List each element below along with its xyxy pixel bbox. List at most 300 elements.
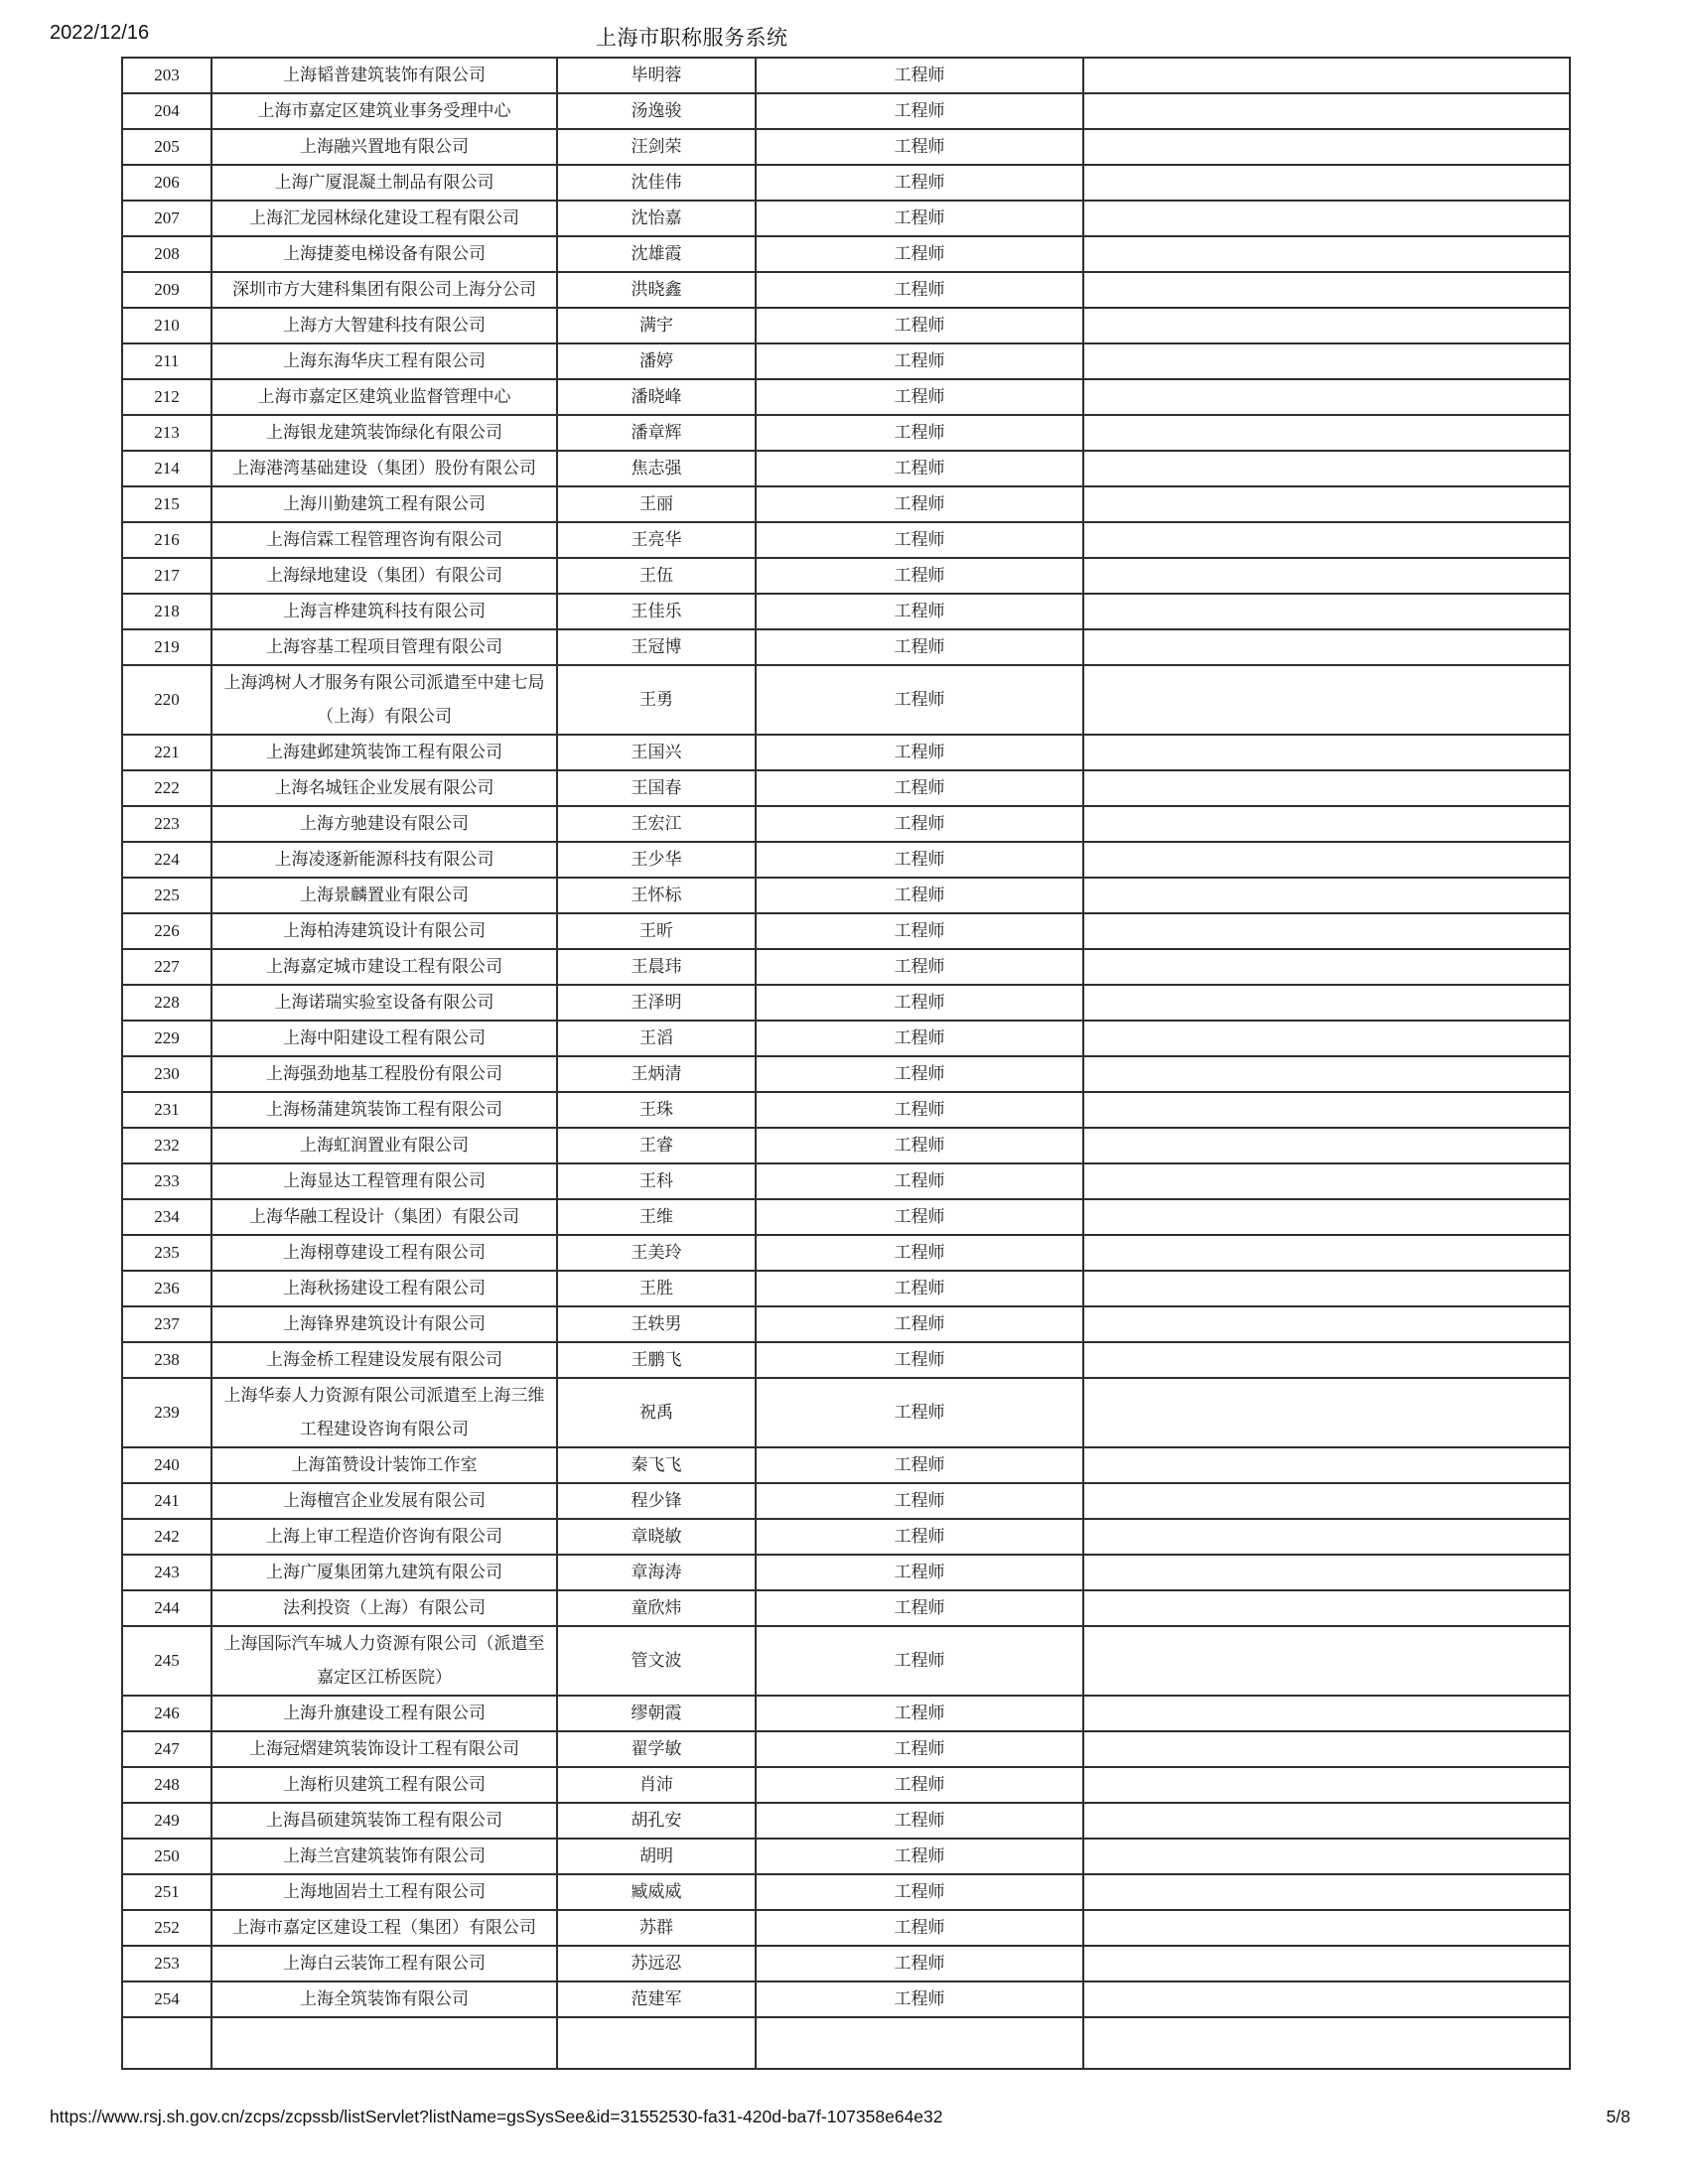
- cell-company: 上海方大智建科技有限公司: [211, 308, 557, 343]
- cell-no: 225: [122, 878, 211, 913]
- cell-company: 上海笛赞设计装饰工作室: [211, 1447, 557, 1483]
- table-row: [122, 842, 1570, 878]
- cell-name: 王睿: [557, 1128, 756, 1163]
- cell-name: 汪剑荣: [557, 129, 756, 165]
- cell-extra-empty: [1083, 665, 1570, 735]
- cell-title: 工程师: [756, 1626, 1083, 1696]
- cell-company: 上海信霖工程管理咨询有限公司: [211, 522, 557, 558]
- cell-title: 工程师: [756, 1555, 1083, 1590]
- cell-name: 王亮华: [557, 522, 756, 558]
- cell-no: 210: [122, 308, 211, 343]
- cell-company: 上海全筑装饰有限公司: [211, 1981, 557, 2017]
- cell-company: 上海方驰建设有限公司: [211, 806, 557, 842]
- cell-no: 203: [122, 58, 211, 93]
- cell-company: 上海檀宫企业发展有限公司: [211, 1483, 557, 1519]
- cell-no: 207: [122, 201, 211, 236]
- cell-extra-empty: [1083, 1946, 1570, 1981]
- cell-extra-empty: [1083, 735, 1570, 770]
- cell-no: 243: [122, 1555, 211, 1590]
- cell-title: 工程师: [756, 343, 1083, 379]
- cell-title: 工程师: [756, 1378, 1083, 1447]
- cell-company: 上海韬普建筑装饰有限公司: [211, 58, 557, 93]
- cell-company: 上海虹润置业有限公司: [211, 1128, 557, 1163]
- cell-name: 王佳乐: [557, 594, 756, 629]
- cell-name: 苏远忍: [557, 1946, 756, 1981]
- cell-company: 上海汇龙园林绿化建设工程有限公司: [211, 201, 557, 236]
- cell-company: 上海建邺建筑装饰工程有限公司: [211, 735, 557, 770]
- cell-company: 上海市嘉定区建筑业监督管理中心: [211, 379, 557, 415]
- cell-title: 工程师: [756, 1128, 1083, 1163]
- cell-name: 范建军: [557, 1981, 756, 2017]
- cell-title: 工程师: [756, 629, 1083, 665]
- cell-no: 249: [122, 1803, 211, 1839]
- cell-company: 上海凌逐新能源科技有限公司: [211, 842, 557, 878]
- print-date: 2022/12/16: [50, 22, 150, 44]
- cell-extra-empty: [1083, 236, 1570, 272]
- cell-no: 241: [122, 1483, 211, 1519]
- cell-no: 226: [122, 913, 211, 949]
- cell-extra-empty: [1083, 522, 1570, 558]
- table-row: [122, 129, 1570, 165]
- cell-title: 工程师: [756, 949, 1083, 985]
- cell-no: 229: [122, 1021, 211, 1056]
- cell-extra-empty: [1083, 379, 1570, 415]
- cell-empty: [1083, 2017, 1570, 2069]
- table-row: [122, 1874, 1570, 1910]
- cell-name: 洪晓鑫: [557, 272, 756, 308]
- cell-name: 汤逸骏: [557, 93, 756, 129]
- cell-no: 220: [122, 665, 211, 735]
- cell-title: 工程师: [756, 201, 1083, 236]
- cell-title: 工程师: [756, 1767, 1083, 1803]
- cell-name: 翟学敏: [557, 1731, 756, 1767]
- cell-extra-empty: [1083, 1839, 1570, 1874]
- cell-title: 工程师: [756, 165, 1083, 201]
- cell-name: 王鹏飞: [557, 1342, 756, 1378]
- cell-empty: [557, 2017, 756, 2069]
- cell-company: 上海广厦混凝土制品有限公司: [211, 165, 557, 201]
- cell-name: 王珠: [557, 1092, 756, 1128]
- cell-extra-empty: [1083, 415, 1570, 451]
- table-row: [122, 1163, 1570, 1199]
- cell-name: 潘婷: [557, 343, 756, 379]
- cell-extra-empty: [1083, 165, 1570, 201]
- cell-title: 工程师: [756, 1306, 1083, 1342]
- cell-title: 工程师: [756, 1839, 1083, 1874]
- table-row: [122, 379, 1570, 415]
- table-row: [122, 558, 1570, 594]
- table-row: [122, 1767, 1570, 1803]
- cell-company: 上海东海华庆工程有限公司: [211, 343, 557, 379]
- cell-extra-empty: [1083, 451, 1570, 486]
- print-header: [0, 22, 1688, 52]
- cell-no: 239: [122, 1378, 211, 1447]
- cell-extra-empty: [1083, 1767, 1570, 1803]
- cell-no: 218: [122, 594, 211, 629]
- cell-title: 工程师: [756, 1447, 1083, 1483]
- cell-name: 王国兴: [557, 735, 756, 770]
- cell-name: 缪朝霞: [557, 1696, 756, 1731]
- cell-name: 沈雄霞: [557, 236, 756, 272]
- table-row: [122, 629, 1570, 665]
- cell-company: 上海鸿树人才服务有限公司派遣至中建七局（上海）有限公司: [211, 665, 557, 735]
- cell-no: 231: [122, 1092, 211, 1128]
- title-list-table: [121, 57, 1571, 2070]
- cell-extra-empty: [1083, 594, 1570, 629]
- cell-title: 工程师: [756, 985, 1083, 1021]
- table-row: [122, 913, 1570, 949]
- cell-no: 219: [122, 629, 211, 665]
- cell-no: 204: [122, 93, 211, 129]
- cell-company: 上海绿地建设（集团）有限公司: [211, 558, 557, 594]
- cell-name: 肖沛: [557, 1767, 756, 1803]
- cell-name: 管文波: [557, 1626, 756, 1696]
- cell-no: 205: [122, 129, 211, 165]
- cell-company: 上海诺瑞实验室设备有限公司: [211, 985, 557, 1021]
- table-row: [122, 93, 1570, 129]
- cell-extra-empty: [1083, 93, 1570, 129]
- cell-extra-empty: [1083, 1092, 1570, 1128]
- table-row: [122, 1910, 1570, 1946]
- cell-extra-empty: [1083, 1555, 1570, 1590]
- cell-company: 法利投资（上海）有限公司: [211, 1590, 557, 1626]
- cell-no: 235: [122, 1235, 211, 1271]
- cell-title: 工程师: [756, 665, 1083, 735]
- table-row: [122, 165, 1570, 201]
- table-row: [122, 272, 1570, 308]
- cell-extra-empty: [1083, 1696, 1570, 1731]
- cell-extra-empty: [1083, 1447, 1570, 1483]
- cell-company: 上海秋扬建设工程有限公司: [211, 1271, 557, 1306]
- cell-title: 工程师: [756, 272, 1083, 308]
- cell-no: 211: [122, 343, 211, 379]
- cell-title: 工程师: [756, 1199, 1083, 1235]
- cell-no: 254: [122, 1981, 211, 2017]
- cell-company: 上海强劲地基工程股份有限公司: [211, 1056, 557, 1092]
- cell-no: 214: [122, 451, 211, 486]
- table-row: [122, 770, 1570, 806]
- cell-title: 工程师: [756, 594, 1083, 629]
- cell-company: 上海言桦建筑科技有限公司: [211, 594, 557, 629]
- cell-no: 238: [122, 1342, 211, 1378]
- cell-name: 王维: [557, 1199, 756, 1235]
- cell-company: 深圳市方大建科集团有限公司上海分公司: [211, 272, 557, 308]
- cell-name: 王胜: [557, 1271, 756, 1306]
- cell-no: 208: [122, 236, 211, 272]
- cell-name: 章海涛: [557, 1555, 756, 1590]
- cell-company: 上海市嘉定区建筑业事务受理中心: [211, 93, 557, 129]
- cell-extra-empty: [1083, 1378, 1570, 1447]
- cell-extra-empty: [1083, 1342, 1570, 1378]
- cell-company: 上海捷菱电梯设备有限公司: [211, 236, 557, 272]
- cell-extra-empty: [1083, 558, 1570, 594]
- cell-extra-empty: [1083, 842, 1570, 878]
- cell-name: 潘章辉: [557, 415, 756, 451]
- cell-name: 沈怡嘉: [557, 201, 756, 236]
- cell-company: 上海国际汽车城人力资源有限公司（派遣至嘉定区江桥医院）: [211, 1626, 557, 1696]
- cell-name: 王炳清: [557, 1056, 756, 1092]
- cell-no: 237: [122, 1306, 211, 1342]
- cell-title: 工程师: [756, 1092, 1083, 1128]
- cell-no: 230: [122, 1056, 211, 1092]
- cell-extra-empty: [1083, 1235, 1570, 1271]
- cell-company: 上海容基工程项目管理有限公司: [211, 629, 557, 665]
- cell-company: 上海桁贝建筑工程有限公司: [211, 1767, 557, 1803]
- table-row: [122, 1981, 1570, 2017]
- table-row: [122, 1378, 1570, 1447]
- cell-no: 232: [122, 1128, 211, 1163]
- cell-no: 244: [122, 1590, 211, 1626]
- cell-title: 工程师: [756, 379, 1083, 415]
- print-footer: [0, 2107, 1688, 2136]
- cell-company: 上海杨蒲建筑装饰工程有限公司: [211, 1092, 557, 1128]
- table-row: [122, 1483, 1570, 1519]
- cell-extra-empty: [1083, 985, 1570, 1021]
- cell-name: 王美玲: [557, 1235, 756, 1271]
- cell-extra-empty: [1083, 308, 1570, 343]
- cell-company: 上海广厦集团第九建筑有限公司: [211, 1555, 557, 1590]
- page-title: 上海市职称服务系统: [596, 27, 788, 50]
- table-row: [122, 1092, 1570, 1128]
- cell-no: 233: [122, 1163, 211, 1199]
- cell-name: 毕明蓉: [557, 58, 756, 93]
- cell-title: 工程师: [756, 1519, 1083, 1555]
- cell-company: 上海港湾基础建设（集团）股份有限公司: [211, 451, 557, 486]
- cell-name: 王冠博: [557, 629, 756, 665]
- table-row: [122, 343, 1570, 379]
- cell-no: 228: [122, 985, 211, 1021]
- cell-no: 240: [122, 1447, 211, 1483]
- cell-name: 王滔: [557, 1021, 756, 1056]
- cell-company: 上海锋界建筑设计有限公司: [211, 1306, 557, 1342]
- cell-company: 上海融兴置地有限公司: [211, 129, 557, 165]
- cell-extra-empty: [1083, 1306, 1570, 1342]
- cell-no: 247: [122, 1731, 211, 1767]
- source-url: https://www.rsj.sh.gov.cn/zcps/zcpssb/listServlet?listName=gsSysSee&id=31552530-fa31-420d-ba7f-107358e64e32: [50, 2107, 943, 2126]
- table-row: [122, 1447, 1570, 1483]
- cell-no: 215: [122, 486, 211, 522]
- cell-no: 251: [122, 1874, 211, 1910]
- cell-company: 上海上审工程造价咨询有限公司: [211, 1519, 557, 1555]
- cell-no: 213: [122, 415, 211, 451]
- cell-no: 236: [122, 1271, 211, 1306]
- table-body: [122, 58, 1570, 2069]
- cell-title: 工程师: [756, 1731, 1083, 1767]
- cell-extra-empty: [1083, 1199, 1570, 1235]
- cell-company: 上海景麟置业有限公司: [211, 878, 557, 913]
- cell-company: 上海兰宫建筑装饰有限公司: [211, 1839, 557, 1874]
- table-row: [122, 1519, 1570, 1555]
- table-row: [122, 735, 1570, 770]
- cell-name: 胡孔安: [557, 1803, 756, 1839]
- table-row: [122, 415, 1570, 451]
- cell-name: 王昕: [557, 913, 756, 949]
- table-row: [122, 1555, 1570, 1590]
- cell-company: 上海名城钰企业发展有限公司: [211, 770, 557, 806]
- table-row-empty: [122, 2017, 1570, 2069]
- cell-extra-empty: [1083, 1021, 1570, 1056]
- cell-no: 212: [122, 379, 211, 415]
- table-row: [122, 1803, 1570, 1839]
- table-row: [122, 1590, 1570, 1626]
- table-row: [122, 1199, 1570, 1235]
- cell-extra-empty: [1083, 201, 1570, 236]
- cell-extra-empty: [1083, 1163, 1570, 1199]
- table-row: [122, 1271, 1570, 1306]
- table-row: [122, 58, 1570, 93]
- cell-title: 工程师: [756, 1981, 1083, 2017]
- cell-title: 工程师: [756, 522, 1083, 558]
- cell-company: 上海升旗建设工程有限公司: [211, 1696, 557, 1731]
- cell-company: 上海银龙建筑装饰绿化有限公司: [211, 415, 557, 451]
- cell-empty: [756, 2017, 1083, 2069]
- cell-name: 潘晓峰: [557, 379, 756, 415]
- cell-no: 222: [122, 770, 211, 806]
- cell-no: 250: [122, 1839, 211, 1874]
- cell-name: 祝禹: [557, 1378, 756, 1447]
- table-row: [122, 236, 1570, 272]
- cell-title: 工程师: [756, 1696, 1083, 1731]
- cell-extra-empty: [1083, 1874, 1570, 1910]
- cell-name: 王勇: [557, 665, 756, 735]
- cell-no: 223: [122, 806, 211, 842]
- cell-no: 246: [122, 1696, 211, 1731]
- cell-name: 王少华: [557, 842, 756, 878]
- cell-name: 王国春: [557, 770, 756, 806]
- cell-name: 臧威威: [557, 1874, 756, 1910]
- table-row: [122, 949, 1570, 985]
- cell-extra-empty: [1083, 1910, 1570, 1946]
- cell-extra-empty: [1083, 272, 1570, 308]
- cell-extra-empty: [1083, 1731, 1570, 1767]
- cell-extra-empty: [1083, 1590, 1570, 1626]
- cell-no: 252: [122, 1910, 211, 1946]
- cell-title: 工程师: [756, 1483, 1083, 1519]
- cell-title: 工程师: [756, 1803, 1083, 1839]
- cell-title: 工程师: [756, 1946, 1083, 1981]
- table-row: [122, 806, 1570, 842]
- cell-extra-empty: [1083, 629, 1570, 665]
- cell-extra-empty: [1083, 949, 1570, 985]
- table-row: [122, 1839, 1570, 1874]
- cell-no: 206: [122, 165, 211, 201]
- cell-empty: [122, 2017, 211, 2069]
- cell-extra-empty: [1083, 1056, 1570, 1092]
- table-row: [122, 1021, 1570, 1056]
- cell-title: 工程师: [756, 1163, 1083, 1199]
- cell-no: 248: [122, 1767, 211, 1803]
- cell-no: 253: [122, 1946, 211, 1981]
- cell-name: 王宏江: [557, 806, 756, 842]
- cell-name: 满宇: [557, 308, 756, 343]
- table-row: [122, 308, 1570, 343]
- cell-company: 上海白云装饰工程有限公司: [211, 1946, 557, 1981]
- cell-extra-empty: [1083, 770, 1570, 806]
- table-row: [122, 1342, 1570, 1378]
- cell-company: 上海柏涛建筑设计有限公司: [211, 913, 557, 949]
- cell-title: 工程师: [756, 486, 1083, 522]
- cell-name: 王轶男: [557, 1306, 756, 1342]
- cell-company: 上海昌硕建筑装饰工程有限公司: [211, 1803, 557, 1839]
- cell-extra-empty: [1083, 878, 1570, 913]
- cell-no: 224: [122, 842, 211, 878]
- cell-title: 工程师: [756, 415, 1083, 451]
- cell-name: 王泽明: [557, 985, 756, 1021]
- cell-name: 王晨玮: [557, 949, 756, 985]
- cell-title: 工程师: [756, 913, 1083, 949]
- table-row: [122, 665, 1570, 735]
- table-row: [122, 522, 1570, 558]
- cell-title: 工程师: [756, 1590, 1083, 1626]
- cell-company: 上海显达工程管理有限公司: [211, 1163, 557, 1199]
- cell-title: 工程师: [756, 308, 1083, 343]
- cell-no: 209: [122, 272, 211, 308]
- cell-title: 工程师: [756, 1910, 1083, 1946]
- table-row: [122, 1306, 1570, 1342]
- table-row: [122, 985, 1570, 1021]
- cell-extra-empty: [1083, 1803, 1570, 1839]
- cell-title: 工程师: [756, 1235, 1083, 1271]
- cell-no: 217: [122, 558, 211, 594]
- cell-extra-empty: [1083, 1271, 1570, 1306]
- table-row: [122, 878, 1570, 913]
- cell-name: 王怀标: [557, 878, 756, 913]
- table-row: [122, 1056, 1570, 1092]
- cell-title: 工程师: [756, 1021, 1083, 1056]
- cell-title: 工程师: [756, 842, 1083, 878]
- cell-title: 工程师: [756, 236, 1083, 272]
- cell-title: 工程师: [756, 1874, 1083, 1910]
- cell-title: 工程师: [756, 770, 1083, 806]
- table-row: [122, 1731, 1570, 1767]
- cell-company: 上海金桥工程建设发展有限公司: [211, 1342, 557, 1378]
- cell-extra-empty: [1083, 129, 1570, 165]
- table-row: [122, 1128, 1570, 1163]
- cell-name: 童欣炜: [557, 1590, 756, 1626]
- cell-no: 242: [122, 1519, 211, 1555]
- table-row: [122, 594, 1570, 629]
- cell-title: 工程师: [756, 93, 1083, 129]
- cell-company: 上海冠熠建筑装饰设计工程有限公司: [211, 1731, 557, 1767]
- cell-empty: [211, 2017, 557, 2069]
- cell-title: 工程师: [756, 1342, 1083, 1378]
- cell-name: 王丽: [557, 486, 756, 522]
- cell-title: 工程师: [756, 878, 1083, 913]
- cell-name: 秦飞飞: [557, 1447, 756, 1483]
- cell-no: 216: [122, 522, 211, 558]
- cell-company: 上海中阳建设工程有限公司: [211, 1021, 557, 1056]
- cell-extra-empty: [1083, 1626, 1570, 1696]
- cell-title: 工程师: [756, 1271, 1083, 1306]
- cell-title: 工程师: [756, 451, 1083, 486]
- table-row: [122, 201, 1570, 236]
- cell-extra-empty: [1083, 1483, 1570, 1519]
- cell-no: 234: [122, 1199, 211, 1235]
- cell-no: 227: [122, 949, 211, 985]
- page-number: 5/8: [1606, 2107, 1630, 2126]
- cell-no: 221: [122, 735, 211, 770]
- cell-name: 程少锋: [557, 1483, 756, 1519]
- cell-extra-empty: [1083, 806, 1570, 842]
- cell-extra-empty: [1083, 1981, 1570, 2017]
- cell-title: 工程师: [756, 558, 1083, 594]
- cell-extra-empty: [1083, 486, 1570, 522]
- cell-title: 工程师: [756, 806, 1083, 842]
- cell-company: 上海地固岩土工程有限公司: [211, 1874, 557, 1910]
- cell-company: 上海嘉定城市建设工程有限公司: [211, 949, 557, 985]
- table-row: [122, 451, 1570, 486]
- cell-name: 胡明: [557, 1839, 756, 1874]
